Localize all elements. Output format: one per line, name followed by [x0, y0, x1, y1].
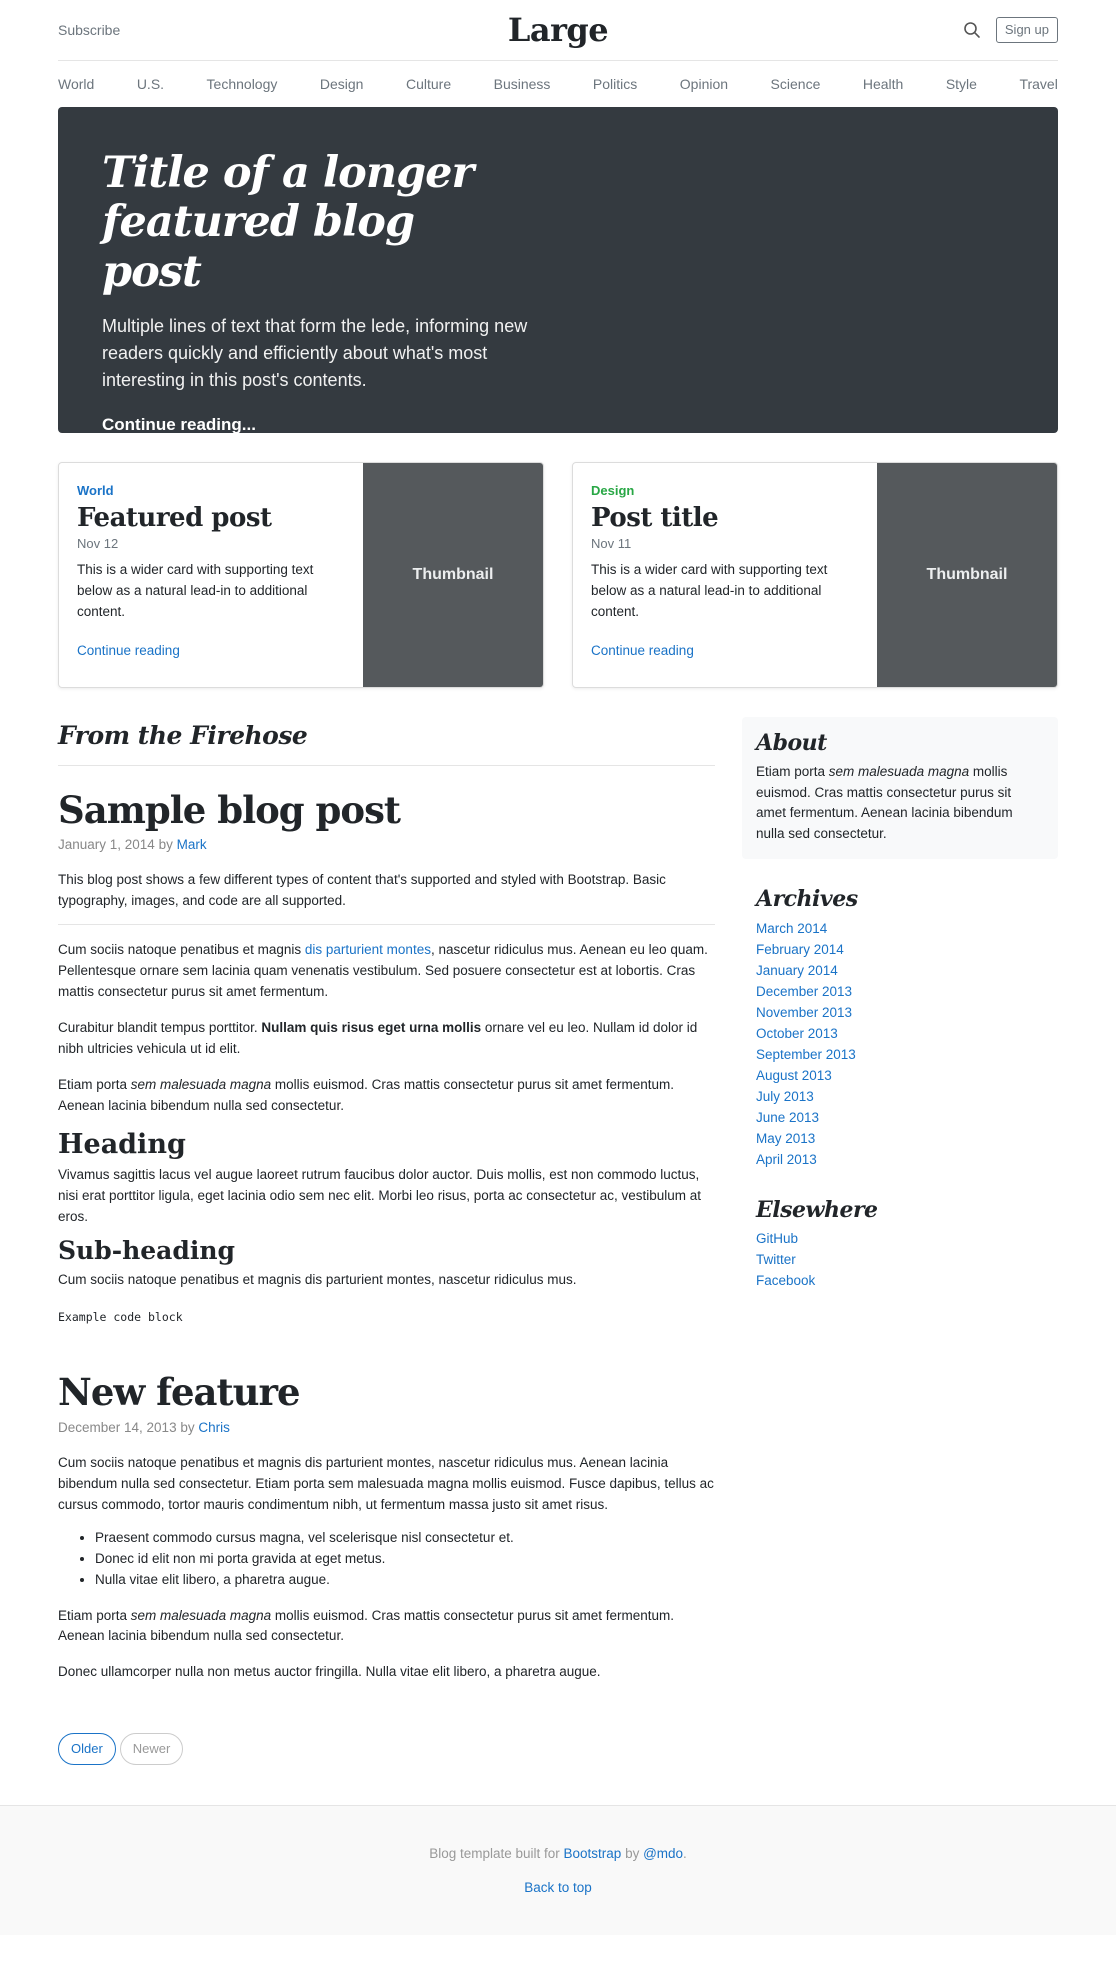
about-title: About [756, 730, 827, 756]
archive-link[interactable]: December 2013 [756, 983, 853, 999]
card-continue-link[interactable]: Continue reading [77, 642, 180, 658]
post-paragraph: Cum sociis natoque penatibus et magnis dis parturient montes, nascetur ridiculus mus. Aenean eu leo quam. Pellentesque ornare sem lacinia quam venenatis vestibulum. Sed posuere consectetur est at lobortis. Cras mattis consectetur purus sit amet fermentum. [58, 942, 708, 1000]
nav-item-design[interactable]: Design [319, 75, 364, 92]
github-link[interactable]: GitHub [756, 1231, 799, 1247]
older-button[interactable]: Older [58, 1733, 116, 1765]
post-title: New feature [58, 1370, 300, 1415]
post-subheading: Sub-heading [58, 1235, 236, 1265]
card-body [59, 463, 363, 687]
subscribe-link[interactable]: Subscribe [58, 21, 121, 38]
list-item: • Praesent commodo cursus magna, vel scelerisque nisl consectetur et. [95, 1528, 715, 1549]
nav-item-style[interactable]: Style [945, 75, 977, 92]
card-post-title [572, 462, 1058, 688]
archive-link[interactable]: November 2013 [756, 1004, 853, 1020]
back-to-top-link[interactable]: Back to top [524, 1880, 592, 1896]
footer [0, 1805, 1116, 1935]
sign-up-button[interactable]: Sign up [996, 17, 1058, 43]
card-text: This is a wider card with supporting text below as a natural lead-in to additional content. [591, 561, 828, 619]
list-item: • Donec id elit non mi porta gravida at eget metus. [95, 1549, 715, 1570]
nav-item-technology[interactable]: Technology [206, 75, 278, 92]
post-paragraph: Vivamus sagittis lacus vel augue laoreet rutrum faucibus dolor auctor. Duis mollis, est non commodo luctus, nisi erat porttitor ligula, eget lacinia odio sem nec elit. Morbi leo risus, porta ac consectetur ac, vestibulum at eros. [58, 1167, 702, 1224]
section-heading: From the Firehose [58, 717, 715, 766]
newer-button[interactable]: Newer [120, 1733, 184, 1765]
archives-section [742, 885, 1058, 1170]
archives-title: Archives [756, 886, 858, 913]
inline-link[interactable]: dis parturient montes [304, 942, 431, 958]
bullet-list [58, 1528, 715, 1591]
author-link[interactable]: Mark [176, 837, 207, 853]
card-category: Design [591, 483, 635, 498]
post-paragraph: Etiam porta sem malesuada magna mollis euismod. Cras mattis consectetur purus sit amet fermentum. Aenean lacinia bibendum nulla sed consectetur. [58, 1607, 674, 1644]
card-thumbnail: Thumbnail [877, 463, 1057, 687]
post-meta [58, 835, 715, 855]
archive-link[interactable]: March 2014 [756, 920, 828, 936]
post-paragraph: Etiam porta sem malesuada magna mollis euismod. Cras mattis consectetur purus sit amet fermentum. Aenean lacinia bibendum nulla sed consectetur. [58, 1076, 674, 1113]
archive-link[interactable]: June 2013 [756, 1109, 820, 1125]
card-continue-link[interactable]: Continue reading [591, 642, 694, 658]
bootstrap-link[interactable]: Bootstrap [563, 1845, 622, 1861]
hero-lede: Multiple lines of text that form the lede, informing new readers quickly and efficiently about what's most interesting in this post's contents. [102, 316, 528, 391]
card-featured-post [58, 462, 544, 688]
card-date: Nov 11 [591, 536, 632, 552]
about-text: Etiam porta sem malesuada magna mollis euismod. Cras mattis consectetur purus sit amet fermentum. Aenean lacinia bibendum nulla sed consectetur. [756, 763, 1013, 842]
card-title: Featured post [77, 502, 272, 533]
elsewhere-list [756, 1228, 1044, 1291]
author-link[interactable]: Chris [198, 1419, 230, 1435]
nav-item-politics[interactable]: Politics [592, 75, 638, 92]
archives-list [756, 918, 1044, 1170]
post-date: December 14, 2013 by [58, 1419, 195, 1435]
facebook-link[interactable]: Facebook [756, 1273, 816, 1289]
card-text: This is a wider card with supporting text below as a natural lead-in to additional content. [77, 561, 314, 619]
footer-text: Blog template built for Bootstrap by @mdo. [429, 1845, 687, 1861]
top-right-actions [858, 17, 1058, 43]
post-heading: Heading [58, 1128, 186, 1160]
archive-link[interactable]: April 2013 [756, 1151, 817, 1167]
archive-link[interactable]: October 2013 [756, 1025, 838, 1041]
card-thumbnail: Thumbnail [363, 463, 543, 687]
nav-item-opinion[interactable]: Opinion [679, 75, 729, 92]
category-nav [58, 61, 1058, 107]
featured-hero [58, 107, 1058, 433]
nav-item-culture[interactable]: Culture [405, 75, 452, 92]
twitter-link[interactable]: Twitter [756, 1252, 796, 1268]
post-meta [58, 1418, 715, 1438]
post-title: Sample blog post [58, 787, 401, 832]
featured-cards [58, 462, 1058, 688]
post-paragraph: Donec ullamcorper nulla non metus auctor fringilla. Nulla vitae elit libero, a pharetra augue. [58, 1664, 601, 1680]
archive-link[interactable]: August 2013 [756, 1067, 832, 1083]
card-category: World [77, 483, 114, 498]
card-title: Post title [591, 502, 719, 533]
archive-link[interactable]: September 2013 [756, 1046, 856, 1062]
post-paragraph: Curabitur blandit tempus porttitor. Nullam quis risus eget urna mollis ornare vel eu leo. Nullam id dolor id nibh ultricies vehicula ut id elit. [58, 1020, 698, 1056]
archive-link[interactable]: May 2013 [756, 1130, 816, 1146]
search-icon[interactable] [962, 20, 982, 40]
nav-item-health[interactable]: Health [862, 75, 904, 92]
code-block: Example code block [58, 1309, 183, 1324]
post-intro: This blog post shows a few different types of content that's supported and styled with Bootstrap. Basic typography, images, and code are all supported. [58, 872, 666, 909]
top-bar [58, 0, 1058, 61]
mdo-link[interactable]: @mdo [643, 1845, 684, 1861]
post-date: January 1, 2014 by [58, 837, 173, 853]
pagination [58, 1733, 715, 1765]
nav-item-world[interactable]: World [58, 75, 95, 92]
card-body [573, 463, 877, 687]
content-row [58, 717, 1058, 1765]
sidebar [742, 717, 1058, 1765]
card-date: Nov 12 [77, 536, 119, 552]
archive-link[interactable]: January 2014 [756, 962, 838, 978]
blog-post-sample [58, 787, 715, 1327]
divider [58, 924, 715, 925]
hero-continue-link[interactable]: Continue reading... [102, 415, 256, 435]
hero-title: Title of a longer featured blog post [102, 148, 474, 297]
nav-item-business[interactable]: Business [493, 75, 551, 92]
nav-item-us[interactable]: U.S. [136, 75, 165, 92]
archive-link[interactable]: February 2014 [756, 941, 844, 957]
nav-item-science[interactable]: Science [770, 75, 821, 92]
elsewhere-section [742, 1196, 1058, 1292]
about-box [742, 717, 1058, 859]
page [58, 0, 1058, 1765]
post-paragraph: Cum sociis natoque penatibus et magnis dis parturient montes, nascetur ridiculus mus. Aenean lacinia bibendum nulla sed consectetur. Etiam porta sem malesuada magna mollis euismod. Fusce dapibus, tellus ac cursus commodo, tortor mauris condimentum nibh, ut fermentum massa justo sit amet risus. [58, 1455, 714, 1512]
archive-link[interactable]: July 2013 [756, 1088, 814, 1104]
nav-item-travel[interactable]: Travel [1019, 75, 1058, 92]
main-column [58, 717, 715, 1765]
blog-post-new-feature [58, 1372, 715, 1683]
elsewhere-title: Elsewhere [756, 1196, 878, 1223]
list-item: • Nulla vitae elit libero, a pharetra augue. [95, 1570, 715, 1591]
site-logo[interactable]: Large [507, 11, 609, 49]
post-paragraph: Cum sociis natoque penatibus et magnis dis parturient montes, nascetur ridiculus mus. [58, 1271, 577, 1287]
